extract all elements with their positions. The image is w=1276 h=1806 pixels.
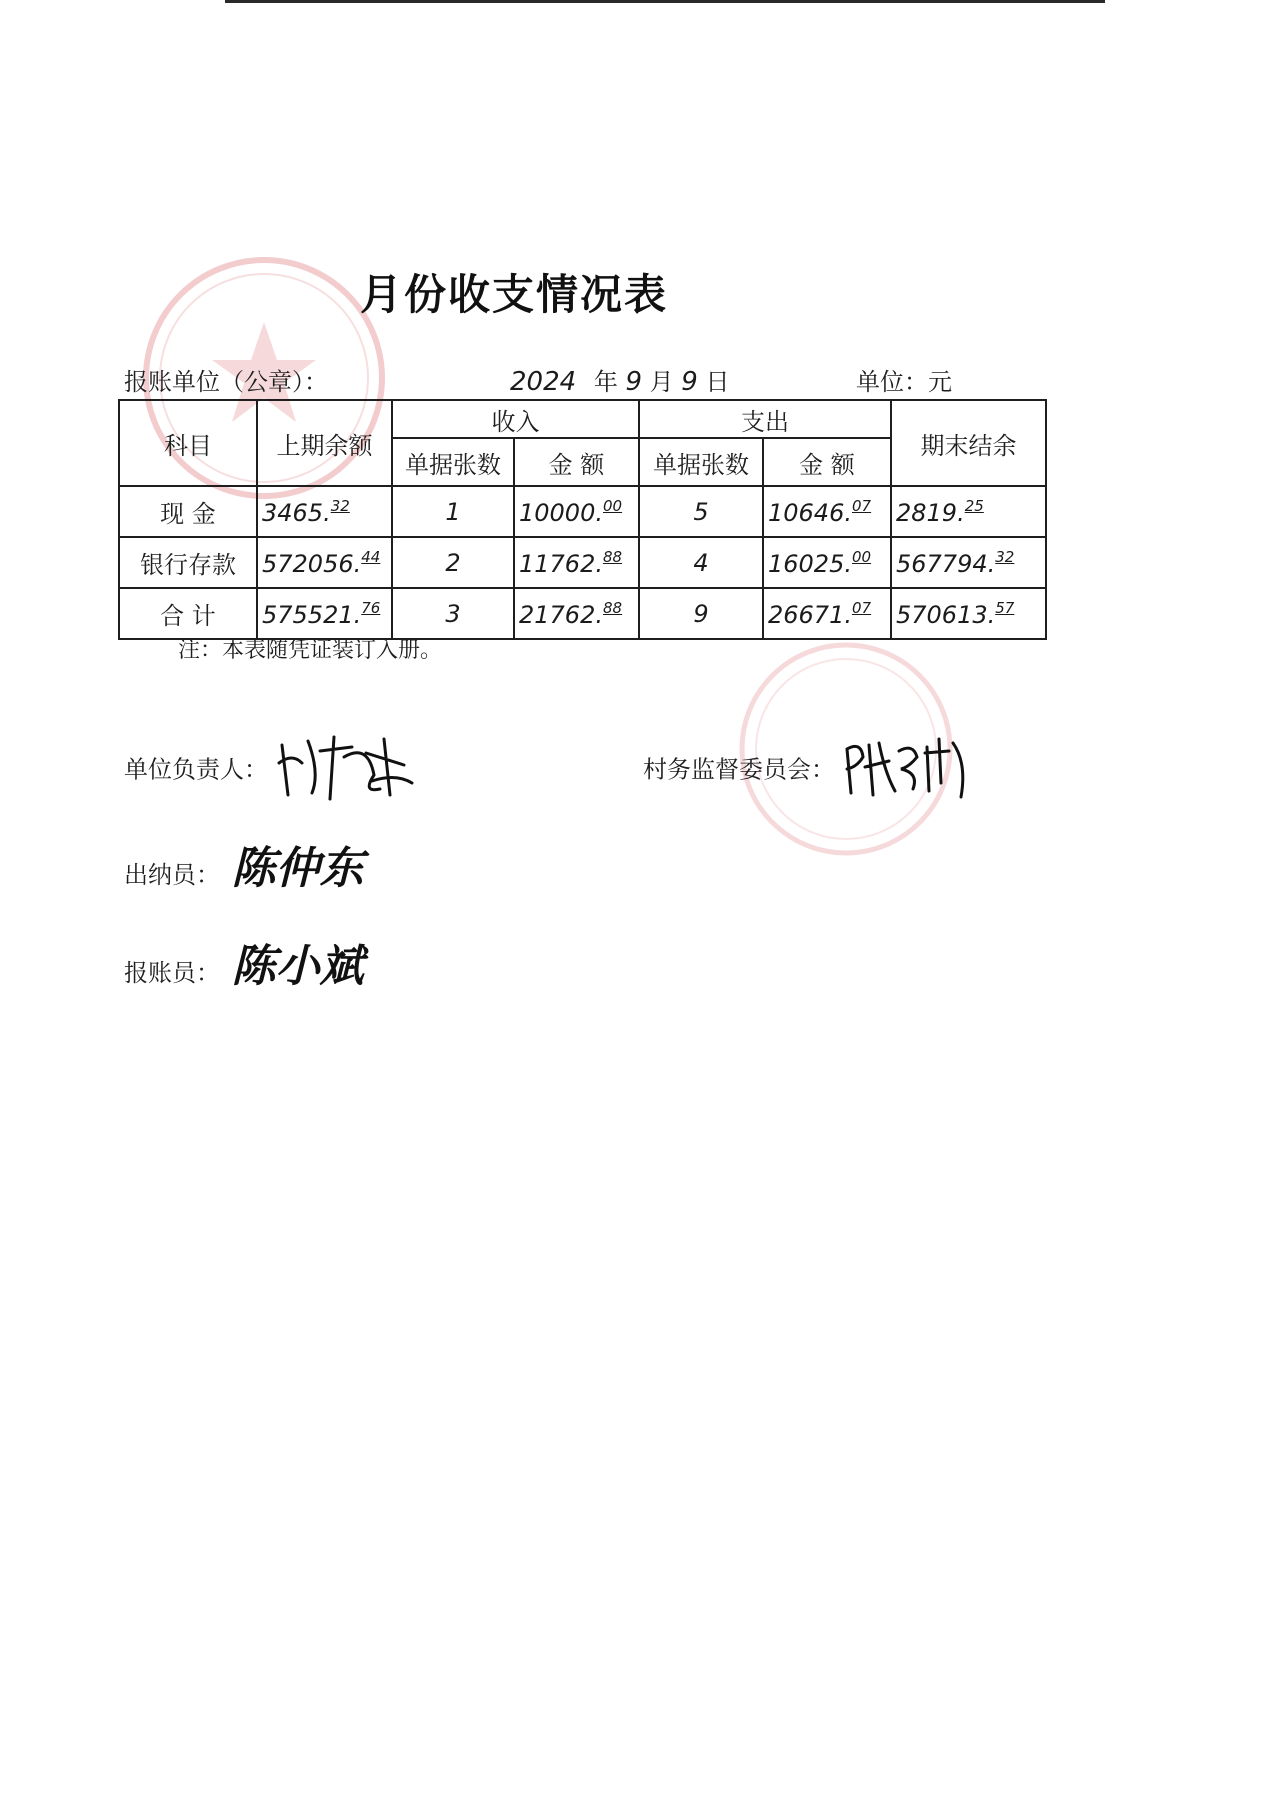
amount-integer: 10646. [768, 498, 852, 527]
row-subject: 合 计 [119, 588, 257, 639]
row-subject: 现 金 [119, 486, 257, 537]
header-expense: 支出 [639, 400, 891, 438]
amount-integer: 572056. [262, 549, 362, 578]
income-count-cell: 3 [392, 588, 514, 639]
expense-amount-cell [763, 486, 891, 537]
supervision-committee-label: 村务监督委员会： [643, 755, 835, 784]
binding-note: 注：本表随凭证装订入册。 [178, 638, 443, 663]
expense-count-cell: 9 [639, 588, 763, 639]
supervision-committee-signature [843, 733, 973, 809]
amount-decimal: 00 [851, 547, 872, 566]
amount-decimal: 32 [995, 547, 1015, 566]
table-row-cash [119, 486, 1046, 537]
amount-decimal: 57 [995, 598, 1015, 617]
amount-integer: 570613. [896, 600, 996, 629]
table-row-total [119, 588, 1046, 639]
income-amount-cell [514, 537, 639, 588]
ending-balance-cell [891, 486, 1046, 537]
amount-integer: 11762. [519, 549, 603, 578]
reporting-unit-label: 报账单位（公章）： [124, 368, 328, 396]
previous-balance-cell [257, 486, 392, 537]
amount-decimal: 07 [851, 598, 872, 617]
header-ending-balance: 期末结余 [891, 400, 1046, 486]
amount-decimal: 44 [361, 547, 381, 566]
supervision-committee-signature-line [643, 733, 973, 809]
ending-balance-cell [891, 537, 1046, 588]
previous-balance-cell [257, 537, 392, 588]
unit-head-label: 单位负责人： [124, 755, 268, 784]
header-subject: 科目 [119, 400, 257, 486]
date-day-label: 日 [705, 368, 730, 396]
table-row-bank-deposit [119, 537, 1046, 588]
income-expense-table [118, 399, 1047, 640]
header-income-amount: 金 额 [514, 438, 639, 486]
amount-decimal: 32 [330, 496, 350, 515]
income-count-cell: 2 [392, 537, 514, 588]
header-expense-voucher-count: 单据张数 [639, 438, 763, 486]
income-amount-cell [514, 486, 639, 537]
amount-decimal: 07 [851, 496, 872, 515]
currency-unit-label: 单位：元 [856, 368, 952, 396]
cashier-label: 出纳员： [124, 861, 220, 889]
amount-decimal: 88 [602, 547, 623, 566]
amount-integer: 10000. [519, 498, 603, 527]
amount-integer: 2819. [896, 498, 965, 527]
header-income-voucher-count: 单据张数 [392, 438, 514, 486]
row-subject: 银行存款 [119, 537, 257, 588]
header-expense-amount: 金 额 [763, 438, 891, 486]
accountant-label: 报账员： [124, 959, 220, 987]
expense-count-cell: 4 [639, 537, 763, 588]
amount-integer: 567794. [896, 549, 996, 578]
cashier-signature-line [124, 832, 364, 896]
accountant-signature: 陈小斌 [231, 941, 364, 992]
date-month: 9 [625, 367, 642, 397]
accountant-signature-line [124, 930, 364, 994]
income-count-cell: 1 [392, 486, 514, 537]
amount-decimal: 25 [964, 496, 984, 515]
amount-decimal: 88 [602, 598, 623, 617]
amount-integer: 26671. [768, 600, 852, 629]
header-income: 收入 [392, 400, 639, 438]
report-date [510, 362, 729, 397]
header-previous-balance: 上期余额 [257, 400, 392, 486]
date-year: 2024 [510, 367, 577, 397]
date-day: 9 [681, 367, 698, 397]
expense-amount-cell [763, 588, 891, 639]
unit-head-signature [276, 733, 416, 809]
scan-top-edge [225, 0, 1105, 3]
date-month-label: 月 [649, 368, 674, 396]
page-title: 月份收支情况表 [360, 270, 669, 319]
unit-head-signature-line [124, 733, 416, 809]
date-year-label: 年 [593, 368, 618, 396]
amount-integer: 21762. [519, 600, 603, 629]
income-amount-cell [514, 588, 639, 639]
previous-balance-cell [257, 588, 392, 639]
amount-integer: 3465. [262, 498, 331, 527]
cashier-signature: 陈仲东 [231, 843, 364, 894]
expense-count-cell: 5 [639, 486, 763, 537]
amount-decimal: 00 [602, 496, 623, 515]
amount-integer: 16025. [768, 549, 852, 578]
ending-balance-cell [891, 588, 1046, 639]
amount-integer: 575521. [262, 600, 362, 629]
amount-decimal: 76 [361, 598, 381, 617]
expense-amount-cell [763, 537, 891, 588]
